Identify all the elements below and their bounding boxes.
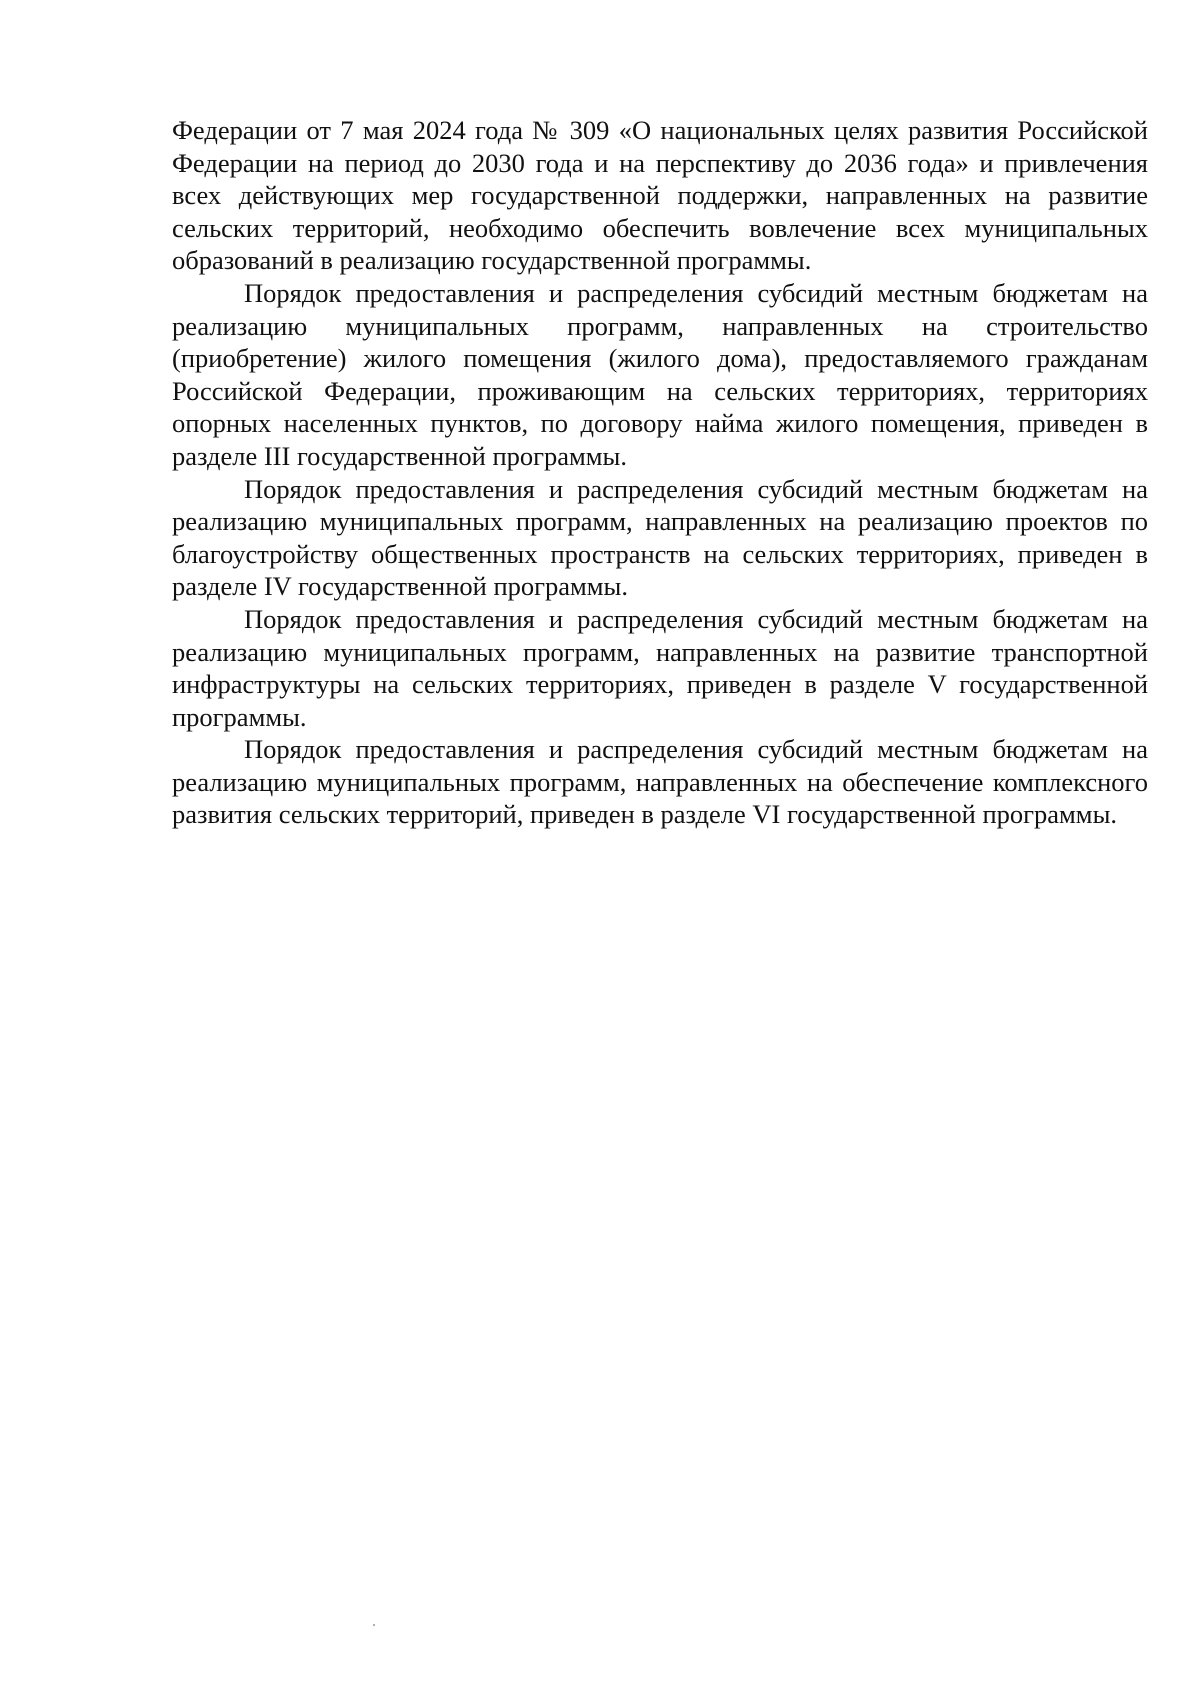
paragraph-3: Порядок предоставления и распределения субсидий местным бюджетам на реализацию муниципальных программ, направленных на реализацию проектов по благоустройству общественных пространств на сельских территориях, приведен в разделе IV государственной программы. xyxy=(172,473,1148,602)
paragraph-1: Федерации от 7 мая 2024 года № 309 «О национальных целях развития Российской Федерации на период до 2030 года и на перспективу до 2036 года» и привлечения всех действующих мер государственной поддержки, направленных на развитие сельских территорий, необходимо обеспечить вовлечение всех муниципальных образований в реализацию государственной программы. xyxy=(172,115,1148,276)
paragraph-5: Порядок предоставления и распределения субсидий местным бюджетам на реализацию муниципальных программ, направленных на обеспечение комплексного развития сельских территорий, приведен в разделе VI государственной программы. xyxy=(172,734,1148,830)
paragraph-4: Порядок предоставления и распределения субсидий местным бюджетам на реализацию муниципальных программ, направленных на развитие транспортной инфраструктуры на сельских территориях, приведен в разделе V государственной программы. xyxy=(172,603,1148,732)
document-body xyxy=(172,114,1148,831)
scan-speck xyxy=(373,1624,375,1626)
paragraph-2: Порядок предоставления и распределения субсидий местным бюджетам на реализацию муниципальных программ, направленных на строительство (приобретение) жилого помещения (жилого дома), предоставляемого гражданам Российской Федерации, проживающим на сельских территориях, территориях опорных населенных пунктов, по договору найма жилого помещения, приведен в разделе III государственной программы. xyxy=(172,277,1148,471)
